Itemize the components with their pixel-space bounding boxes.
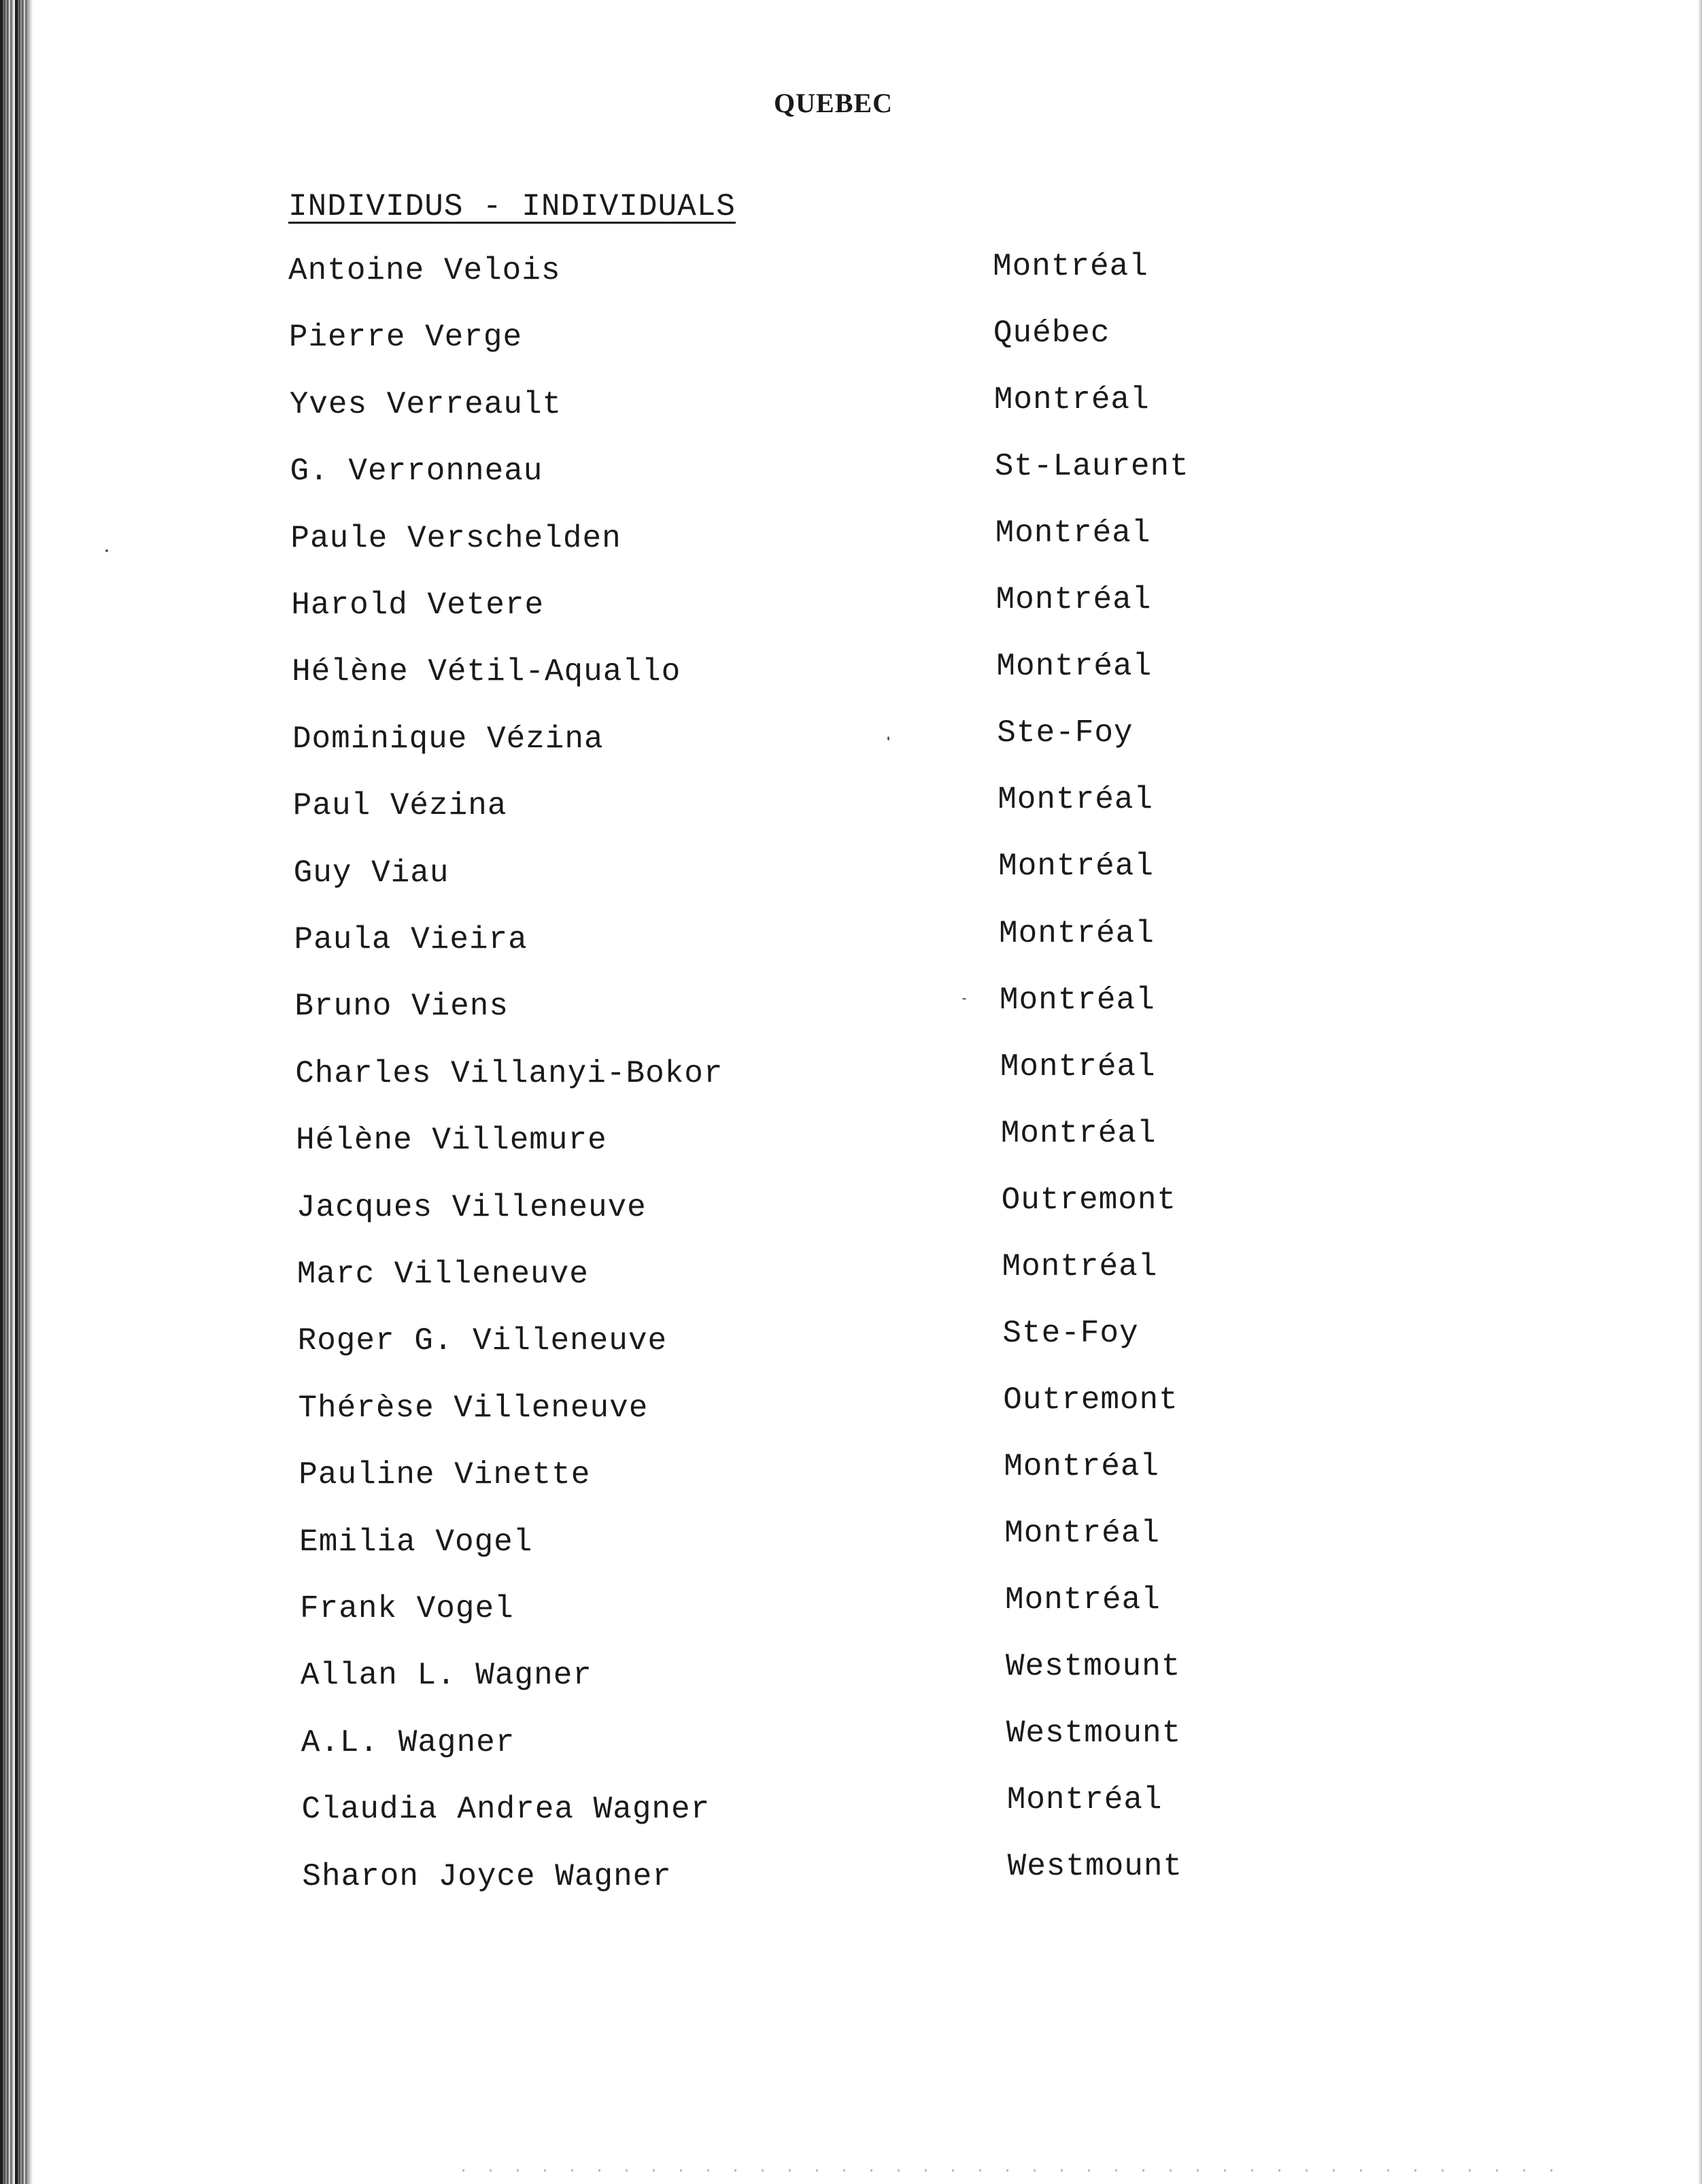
entry-name: Pauline Vinette [299,1457,591,1493]
entry-city: St-Laurent [994,449,1189,485]
entry-name: Paule Verschelden [290,520,622,556]
list-item [0,849,1702,896]
entry-city: Montréal [1006,1782,1163,1818]
entry-name: Sharon Joyce Wagner [302,1858,672,1894]
entry-name: Marc Villeneuve [296,1257,589,1292]
entry-name: Charles Villanyi-Bokor [295,1055,724,1091]
scan-speck [962,998,966,1000]
entry-city: Westmount [1007,1849,1183,1885]
list-item [0,1515,1702,1565]
entry-city: Outremont [1001,1182,1177,1218]
entry-city: Montréal [993,382,1150,418]
entry-city: Westmount [1005,1649,1181,1685]
entry-city: Montréal [1004,1448,1160,1484]
entry-name: Bruno Viens [294,989,509,1025]
list-item [0,1315,1702,1364]
scan-speck [887,736,889,740]
list-item [0,982,1702,1029]
list-item [0,582,1702,628]
list-item [0,1248,1702,1297]
list-item [0,1782,1702,1832]
list-item [0,382,1702,428]
scan-speck [105,549,108,552]
entry-name: Frank Vogel [300,1591,514,1626]
entry-city: Montréal [993,249,1148,284]
list-item [0,1582,1702,1632]
entry-city: Montréal [1002,1248,1158,1284]
entry-name: Hélène Villemure [296,1123,607,1159]
entry-city: Ste-Foy [1002,1315,1139,1351]
entry-name: Allan L. Wagner [300,1658,592,1694]
list-item [0,1048,1702,1097]
entry-name: Thérèse Villeneuve [298,1390,649,1426]
section-heading: INDIVIDUS - INDIVIDUALS [288,189,736,224]
entry-name: Emilia Vogel [299,1524,533,1560]
scan-noise [462,2169,1564,2172]
list-item [0,1849,1702,1900]
entry-city: Montréal [995,582,1152,618]
entry-city: Montréal [998,849,1154,885]
entry-name: Harold Vetere [291,587,545,623]
entry-city: Montréal [1005,1582,1161,1618]
entry-name: Claudia Andrea Wagner [301,1792,711,1828]
list-item [0,915,1702,963]
entry-city: Montréal [998,782,1154,818]
list-item [0,515,1702,562]
entry-city: Outremont [1003,1382,1178,1418]
entry-city: Montréal [999,915,1155,951]
list-item [0,249,1702,294]
list-item [0,1448,1702,1498]
entry-name: G. Verronneau [290,454,543,490]
list-item [0,649,1702,695]
list-item [0,1115,1702,1163]
entry-name: Jacques Villeneuve [296,1189,647,1225]
entry-name: Dominique Vézina [292,721,604,757]
entry-name: Paul Vézina [292,788,507,824]
entry-name: Guy Viau [293,855,449,891]
entry-city: Québec [993,315,1110,352]
page-title-text: QUEBEC [774,88,893,118]
entry-name: Yves Verreault [289,386,562,422]
entry-city: Ste-Foy [997,715,1134,751]
list-item [0,715,1702,762]
entry-name: Pierre Verge [288,320,523,356]
entry-city: Montréal [999,982,1155,1018]
list-item [0,1182,1702,1231]
list-item [0,315,1702,360]
list-item [0,1716,1702,1766]
list-item [0,782,1702,829]
entry-city: Montréal [1000,1048,1156,1085]
list-item [0,449,1702,494]
entry-name: Paula Vieira [294,922,528,957]
entry-city: Montréal [995,515,1151,551]
entry-name: Roger G. Villeneuve [297,1323,668,1359]
list-item [0,1649,1702,1699]
entry-city: Montréal [996,649,1153,685]
list-item [0,1382,1702,1431]
entry-city: Westmount [1006,1716,1182,1752]
entry-city: Montréal [1000,1115,1157,1151]
entry-name: Hélène Vétil-Aquallo [292,654,681,690]
entry-name: A.L. Wagner [301,1724,515,1760]
entry-name: Antoine Velois [288,253,561,288]
entry-city: Montréal [1004,1515,1160,1551]
